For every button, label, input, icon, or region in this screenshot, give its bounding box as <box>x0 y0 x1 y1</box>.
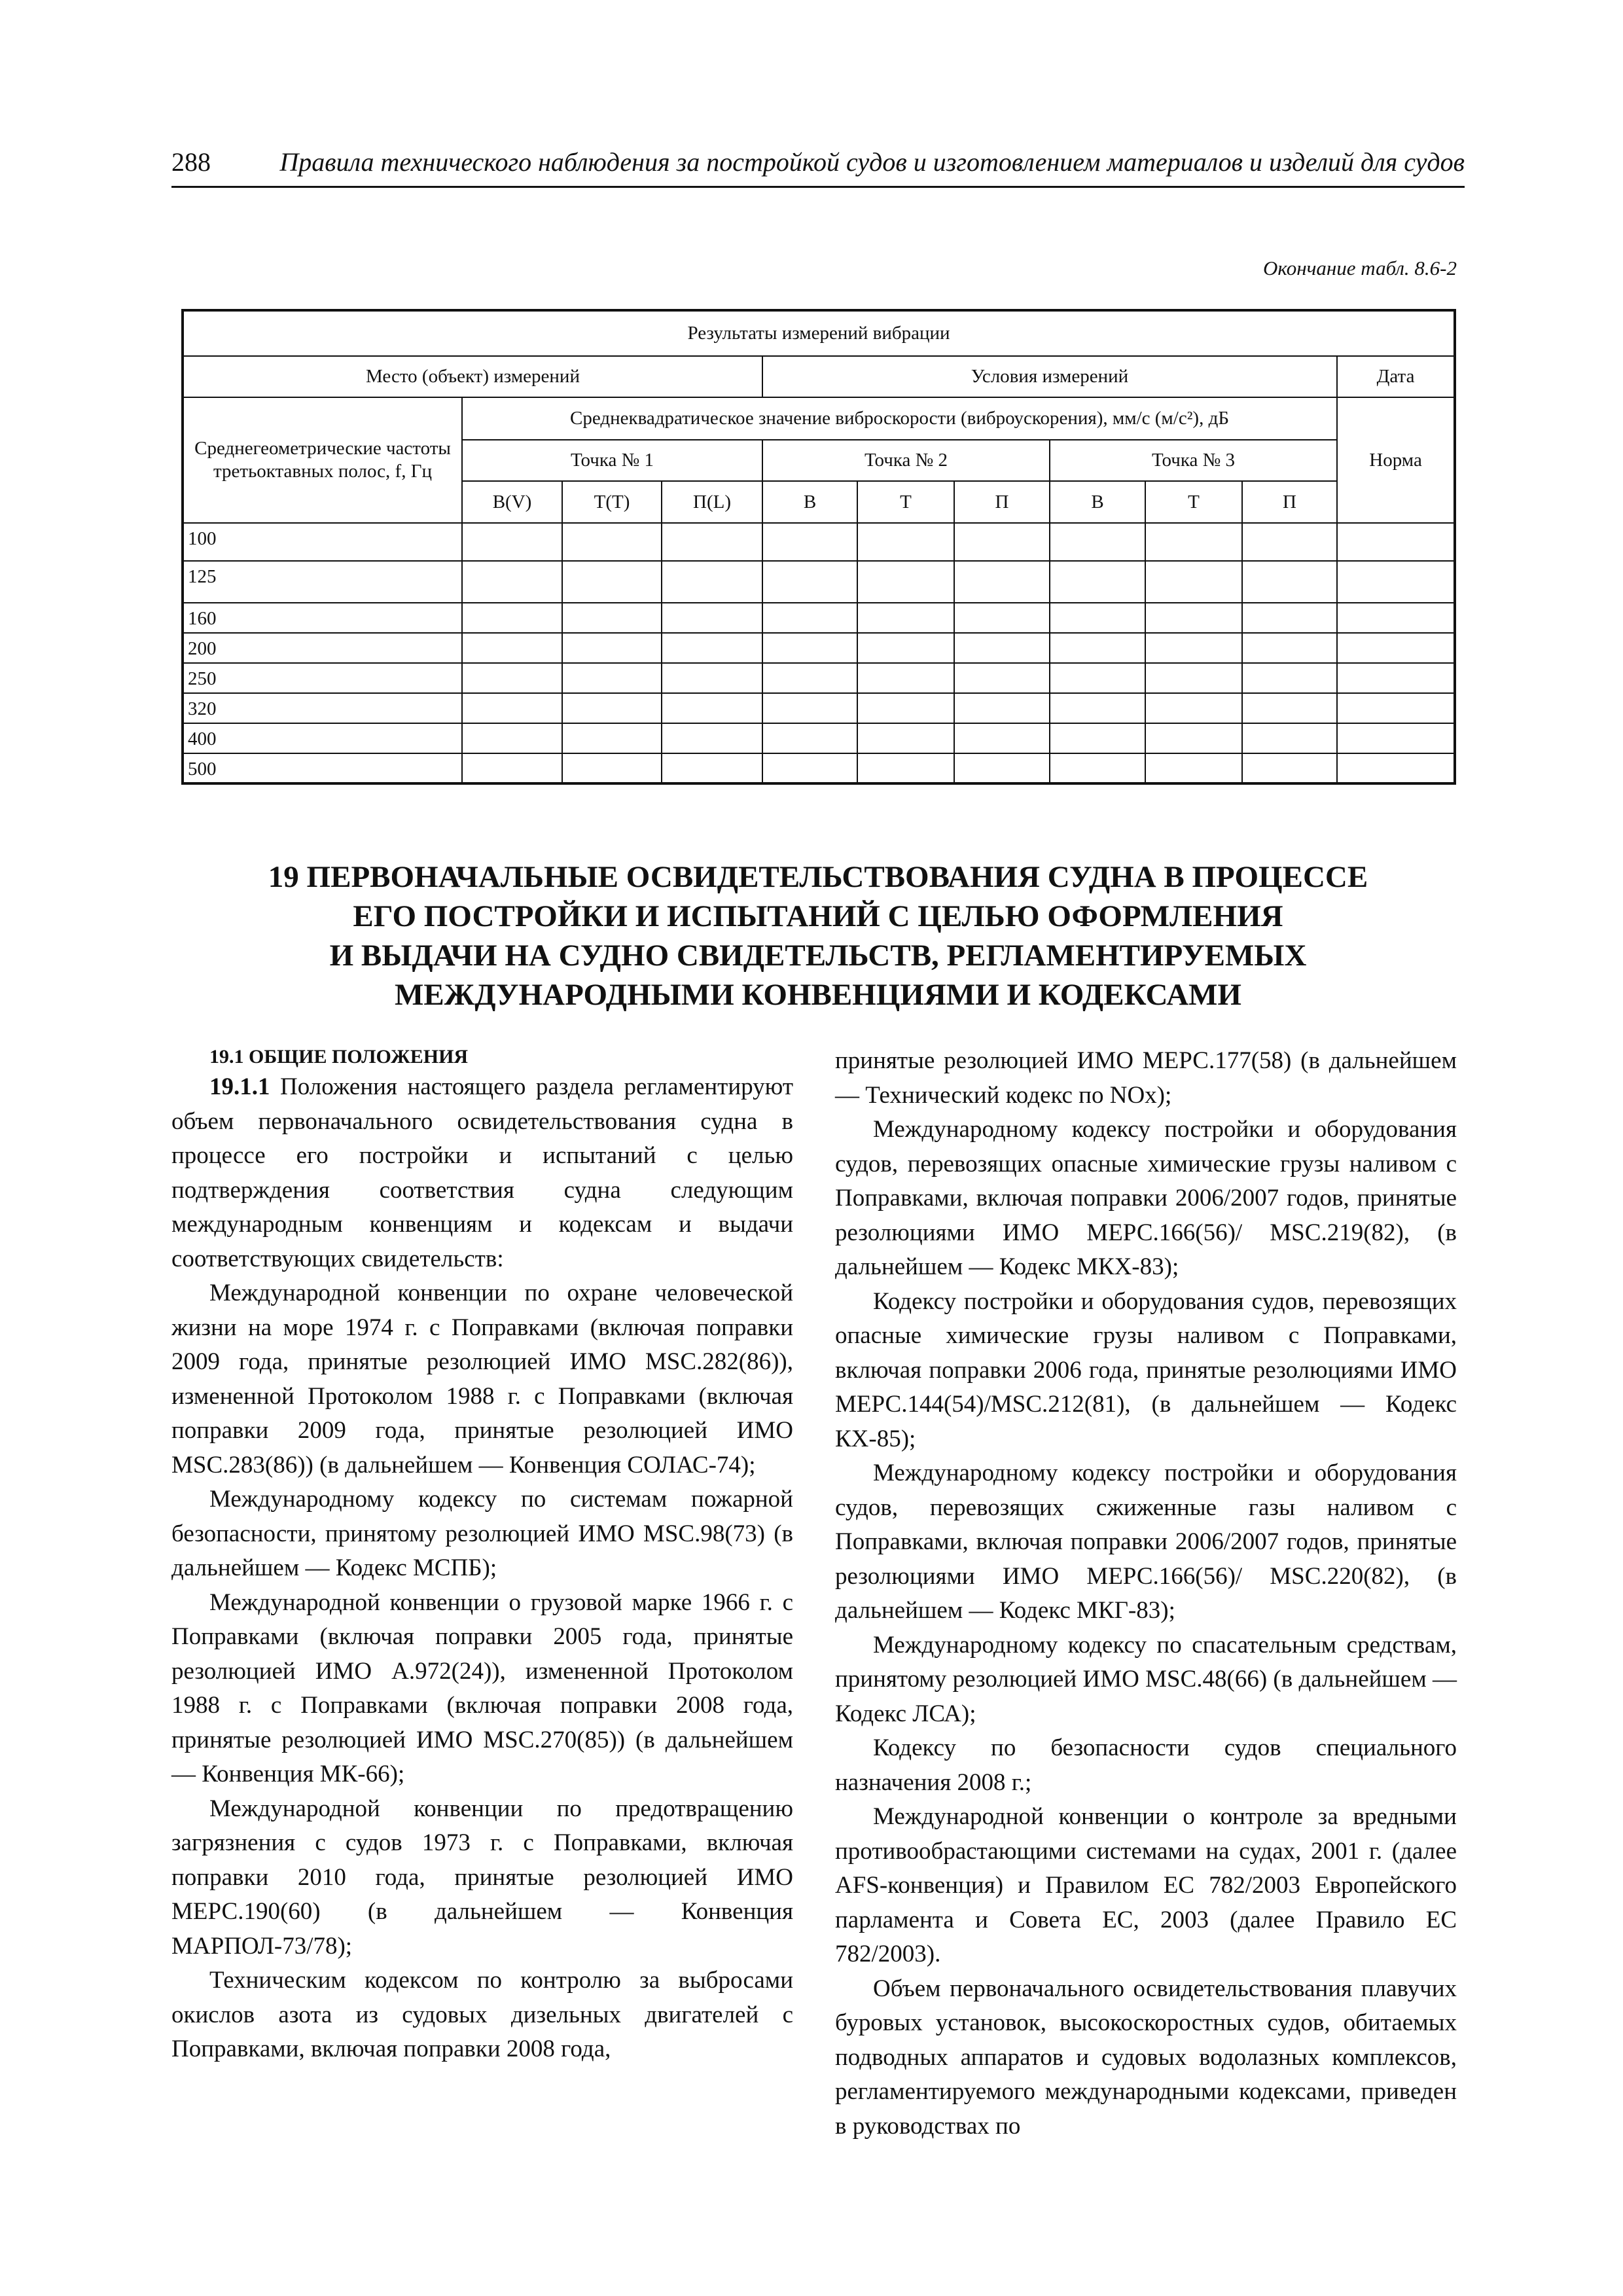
running-title: Правила технического наблюдения за постройкой судов и изготовлением материалов и изделий для судов <box>279 147 1465 177</box>
table-title: Результаты измерений вибрации <box>183 310 1455 356</box>
norm-header: Норма <box>1337 397 1455 523</box>
axis-header: В <box>762 481 857 523</box>
axis-header: Т(T) <box>562 481 662 523</box>
frequency-cell: 100 <box>183 523 462 561</box>
vibration-table <box>181 309 1456 785</box>
section-title-line: И ВЫДАЧИ НА СУДНО СВИДЕТЕЛЬСТВ, РЕГЛАМЕНТИРУЕМЫХ <box>329 939 1307 973</box>
table-row <box>183 723 1455 753</box>
frequency-cell: 160 <box>183 603 462 633</box>
frequency-cell: 125 <box>183 561 462 603</box>
paragraph: Техническим кодексом по контролю за выбросами окислов азота из судовых дизельных двигателей с Поправками, включая поправки 2008 года, <box>171 1967 793 2062</box>
section-title <box>171 857 1465 1014</box>
axis-header: П <box>954 481 1050 523</box>
frequency-cell: 500 <box>183 753 462 783</box>
section-title-line: ЕГО ПОСТРОЙКИ И ИСПЫТАНИЙ С ЦЕЛЬЮ ОФОРМЛЕНИЯ <box>353 899 1283 933</box>
axis-header: Т <box>857 481 954 523</box>
paragraph: Международной конвенции о контроле за вредными противообрастающими системами на судах, 2001 г. (далее AFS-конвенция) и Правилом ЕС 782/2003 Европейского парламента и Совета ЕС, 2003 (далее Правило ЕС 782/2003). <box>835 1803 1457 1967</box>
frequency-cell: 320 <box>183 693 462 723</box>
conditions-header: Условия измерений <box>762 356 1337 397</box>
table-caption: Окончание табл. 8.6-2 <box>1263 257 1457 279</box>
point-1-header: Точка № 1 <box>462 440 762 481</box>
paragraph: Объем первоначального освидетельствования плавучих буровых установок, высокоскоростных судов, обитаемых подводных аппаратов и судовых водолазных комплексов, регламентируемого международными кодексами, приведен в руководствах по <box>835 1975 1457 2140</box>
point-3-header: Точка № 3 <box>1050 440 1337 481</box>
table-row <box>183 603 1455 633</box>
axis-header: В <box>1050 481 1145 523</box>
table-row <box>183 693 1455 723</box>
paragraph: Международному кодексу постройки и оборудования судов, перевозящих опасные химические грузы наливом с Поправками, включая поправки 2006/2007 годов, принятые резолюциями ИМО МЕРС.166(56)/ MSC.219(82), (в дальнейшем — Кодекс МКХ-83); <box>835 1116 1457 1280</box>
rms-header: Среднеквадратическое значение виброскорости (виброускорения), мм/с (м/с²), дБ <box>462 397 1337 440</box>
right-column <box>835 1044 1457 2144</box>
subsection-heading: 19.1 ОБЩИЕ ПОЛОЖЕНИЯ <box>209 1046 469 1067</box>
page-number: 288 <box>171 147 211 177</box>
paragraph-text: Положения настоящего раздела регламентируют объем первоначального освидетельствования судна в процессе его постройки и испытаний с целью подтверждения соответствия судна следующим международным конвенциям и кодексам и выдачи соответствующих свидетельств: <box>171 1073 793 1272</box>
table-row <box>183 561 1455 603</box>
paragraph: Кодексу постройки и оборудования судов, перевозящих опасные химические грузы наливом с Поправками, включая поправки 2006 года, принятые резолюциями ИМО МЕРС.144(54)/MSC.212(81), (в дальнейшем — Кодекс КХ-85); <box>835 1287 1457 1452</box>
date-header: Дата <box>1337 356 1455 397</box>
axis-header: П <box>1242 481 1337 523</box>
table-row <box>183 753 1455 783</box>
paragraph: Международному кодексу постройки и оборудования судов, перевозящих сжиженные газы наливом с Поправками, включая поправки 2006/2007 годов, принятые резолюциями ИМО МЕРС.166(56)/ MSC.220(82), (в дальнейшем — Кодекс МКГ-83); <box>835 1460 1457 1624</box>
clause-number: 19.1.1 <box>209 1073 270 1100</box>
table-row <box>183 633 1455 663</box>
paragraph: Международной конвенции по предотвращению загрязнения с судов 1973 г. с Поправками, включая поправки 2010 года, принятые резолюцией ИМО МЕРС.190(60) (в дальнейшем — Конвенция МАРПОЛ-73/78); <box>171 1795 793 1960</box>
freq-header: Среднегеометрические частоты третьоктавных полос, f, Гц <box>183 397 462 523</box>
paragraph: Кодексу по безопасности судов специального назначения 2008 г.; <box>835 1734 1457 1796</box>
frequency-cell: 250 <box>183 663 462 693</box>
paragraph: Международному кодексу по спасательным средствам, принятому резолюцией ИМО MSC.48(66) (в дальнейшем — Кодекс ЛСА); <box>835 1631 1457 1727</box>
axis-header: П(L) <box>662 481 762 523</box>
place-header: Место (объект) измерений <box>183 356 762 397</box>
axis-header: Т <box>1145 481 1242 523</box>
section-title-line: МЕЖДУНАРОДНЫМИ КОНВЕНЦИЯМИ И КОДЕКСАМИ <box>395 978 1241 1012</box>
paragraph: принятые резолюцией ИМО МЕРС.177(58) (в дальнейшем — Технический кодекс по NOx); <box>835 1047 1457 1109</box>
table-row <box>183 663 1455 693</box>
paragraph: Международной конвенции о грузовой марке 1966 г. с Поправками (включая поправки 2005 года, принятые резолюцией ИМО А.972(24)), измененной Протоколом 1988 г. с Поправками (включая поправки 2008 года, принятые резолюцией ИМО MSC.270(85)) (в дальнейшем — Конвенция МК-66); <box>171 1588 793 1787</box>
point-2-header: Точка № 2 <box>762 440 1050 481</box>
paragraph: Международному кодексу по системам пожарной безопасности, принятому резолюцией ИМО MSC.98(73) (в дальнейшем — Кодекс МСПБ); <box>171 1486 793 1581</box>
paragraph <box>171 1070 793 1276</box>
axis-header: В(V) <box>462 481 562 523</box>
table-row <box>183 523 1455 561</box>
frequency-cell: 200 <box>183 633 462 663</box>
left-column <box>171 1044 793 2067</box>
page-header <box>171 144 1465 188</box>
frequency-cell: 400 <box>183 723 462 753</box>
paragraph: Международной конвенции по охране человеческой жизни на море 1974 г. с Поправками (включая поправки 2009 года, принятые резолюцией ИМО MSC.282(86)), измененной Протоколом 1988 г. с Поправками (включая поправки 2009 года, принятые резолюцией ИМО MSC.283(86)) (в дальнейшем — Конвенция СОЛАС-74); <box>171 1280 793 1479</box>
section-title-line: 19 ПЕРВОНАЧАЛЬНЫЕ ОСВИДЕТЕЛЬСТВОВАНИЯ СУДНА В ПРОЦЕССЕ <box>268 860 1368 894</box>
